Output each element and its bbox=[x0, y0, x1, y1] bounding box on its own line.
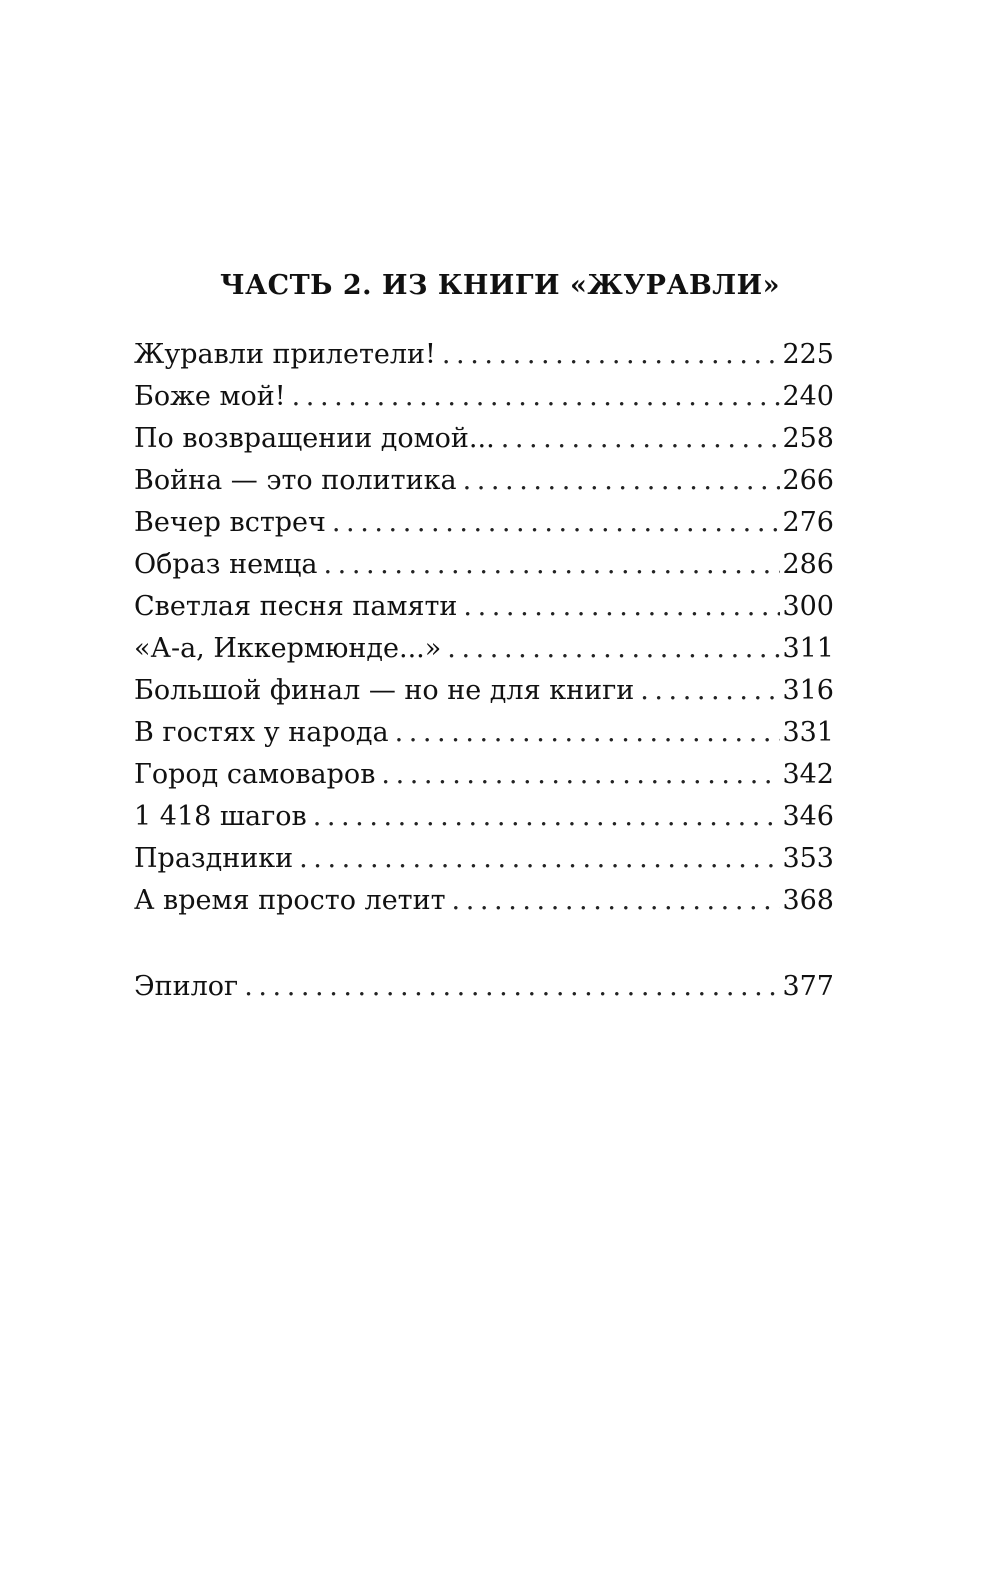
toc-entry-title: Вечер встреч bbox=[134, 507, 326, 538]
toc-dot-leader bbox=[463, 460, 781, 502]
toc-entry-title: Светлая песня памяти bbox=[134, 591, 458, 622]
section-title: ЧАСТЬ 2. ИЗ КНИГИ «ЖУРАВЛИ» bbox=[219, 270, 781, 301]
table-of-contents bbox=[134, 334, 834, 1008]
toc-dot-leader bbox=[442, 334, 781, 376]
toc-entry-page: 240 bbox=[782, 381, 834, 412]
toc-dot-leader bbox=[463, 586, 780, 628]
toc-entry-page: 342 bbox=[782, 759, 834, 790]
toc-entry-page: 225 bbox=[782, 339, 834, 370]
toc-entry-title: Город самоваров bbox=[134, 759, 376, 790]
toc-entry bbox=[134, 670, 834, 712]
toc-entry-page: 300 bbox=[782, 591, 834, 622]
toc-dot-leader bbox=[501, 418, 781, 460]
toc-entry-title: Война — это политика bbox=[134, 465, 457, 496]
toc-entry-title: Боже мой! bbox=[134, 381, 286, 412]
toc-entry-title: Образ немца bbox=[134, 549, 318, 580]
toc-entry-page: 353 bbox=[782, 843, 834, 874]
toc-entry-epilogue bbox=[134, 966, 834, 1008]
toc-entry-page: 276 bbox=[782, 507, 834, 538]
toc-entry bbox=[134, 544, 834, 586]
toc-entry-title: Журавли прилетели! bbox=[134, 339, 436, 370]
toc-dot-leader bbox=[452, 880, 781, 922]
toc-entry bbox=[134, 712, 834, 754]
toc-entry-page: 377 bbox=[782, 971, 834, 1002]
toc-entry bbox=[134, 880, 834, 922]
toc-entry bbox=[134, 334, 834, 376]
toc-dot-leader bbox=[332, 502, 781, 544]
toc-entry-title: Эпилог bbox=[134, 971, 239, 1002]
toc-dot-leader bbox=[640, 670, 780, 712]
toc-entry-title: По возвращении домой... bbox=[134, 423, 495, 454]
toc-entry bbox=[134, 754, 834, 796]
toc-entry bbox=[134, 376, 834, 418]
toc-dot-leader bbox=[244, 966, 780, 1008]
toc-entry bbox=[134, 838, 834, 880]
toc-entry-page: 346 bbox=[782, 801, 834, 832]
toc-dot-leader bbox=[324, 544, 781, 586]
toc-entry-page: 286 bbox=[782, 549, 834, 580]
toc-entry-page: 311 bbox=[782, 633, 834, 664]
toc-entry-page: 258 bbox=[782, 423, 834, 454]
toc-entry bbox=[134, 628, 834, 670]
toc-entry-title: А время просто летит bbox=[134, 885, 446, 916]
toc-dot-leader bbox=[395, 712, 781, 754]
toc-dot-leader bbox=[299, 838, 780, 880]
toc-entry bbox=[134, 502, 834, 544]
toc-entry-title: Большой финал — но не для книги bbox=[134, 675, 635, 706]
toc-entry-page: 368 bbox=[782, 885, 834, 916]
toc-dot-leader bbox=[292, 376, 781, 418]
toc-entry-title: 1 418 шагов bbox=[134, 801, 307, 832]
toc-entry-page: 316 bbox=[782, 675, 834, 706]
toc-dot-leader bbox=[447, 628, 780, 670]
toc-entry-title: Праздники bbox=[134, 843, 294, 874]
toc-entry-page: 331 bbox=[782, 717, 834, 748]
toc-entry-title: «А-а, Иккермюнде...» bbox=[134, 633, 442, 664]
toc-entry bbox=[134, 586, 834, 628]
toc-dot-leader bbox=[381, 754, 780, 796]
toc-entry bbox=[134, 460, 834, 502]
toc-entry-title: В гостях у народа bbox=[134, 717, 389, 748]
toc-entry bbox=[134, 796, 834, 838]
toc-dot-leader bbox=[313, 796, 781, 838]
toc-entry bbox=[134, 418, 834, 460]
toc-entry-page: 266 bbox=[782, 465, 834, 496]
